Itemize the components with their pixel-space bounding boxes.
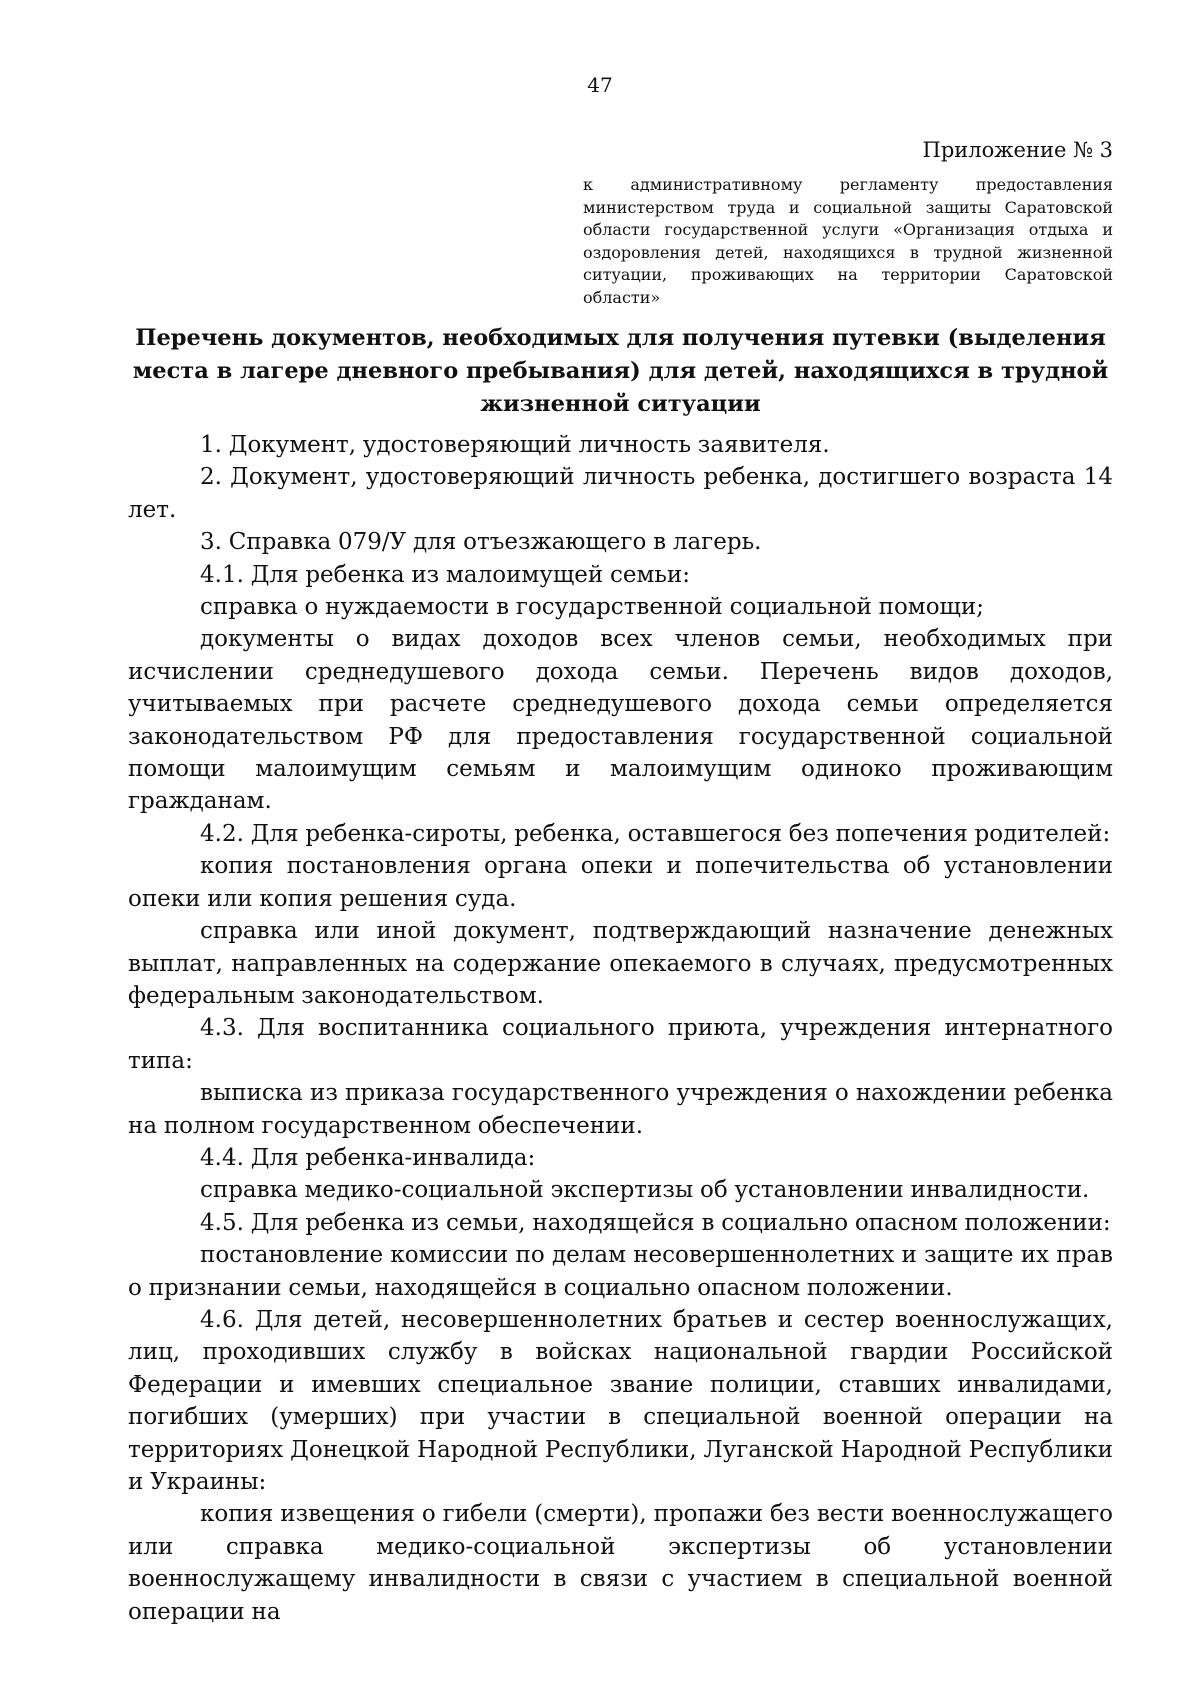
paragraph-4-5-item-1: постановление комиссии по делам несовершеннолетних и защите их прав о признании семьи, находящейся в социально опасном положении. [128,1242,1113,1301]
appendix-title: Приложение № 3 [922,138,1113,162]
paragraph-4-2-item-2: справка или иной документ, подтверждающий назначение денежных выплат, направленных на содержание опекаемого в случаях, предусмотренных федеральным законодательством. [128,918,1113,1009]
paragraph-3: 3. Справка 079/У для отъезжающего в лагерь. [200,529,762,556]
document-body [128,429,1113,1628]
paragraph-4-6-item-1: копия извещения о гибели (смерти), пропажи без вести военнослужащего или справка медико-социальной экспертизы об установлении военнослужащему инвалидности в связи с участием в специальной военной операции на [128,1501,1113,1625]
paragraph-4-1: 4.1. Для ребенка из малоимущей семьи: [200,561,690,588]
paragraph-4-2-item-1: копия постановления органа опеки и попечительства об установлении опеки или копия решения суда. [128,853,1113,912]
paragraph-1: 1. Документ, удостоверяющий личность заявителя. [200,432,830,458]
paragraph-4-4: 4.4. Для ребенка-инвалида: [200,1144,536,1171]
paragraph-4-1-item-1: справка о нуждаемости в государственной социальной помощи; [200,594,985,621]
page-number: 47 [587,73,613,97]
paragraph-4-1-item-2: документы о видах доходов всех членов семьи, необходимых при исчислении среднедушевого дохода семьи. Перечень видов доходов, учитываемых при расчете среднедушевого дохода семьи определяется законодательством РФ для предоставления государственной социальной помощи малоимущим семьям и малоимущим одиноко проживающим гражданам. [128,626,1113,815]
paragraph-4-6: 4.6. Для детей, несовершеннолетних братьев и сестер военнослужащих, лиц, проходивших службу в войсках национальной гвардии Российской Федерации и имевших специальное звание полиции, ставших инвалидами, погибших (умерших) при участии в специальной военной операции на территориях Донецкой Народной Республики, Луганской Народной Республики и Украины: [128,1306,1113,1495]
paragraph-4-4-item-1: справка медико-социальной экспертизы об установлении инвалидности. [200,1177,1090,1204]
paragraph-4-2: 4.2. Для ребенка-сироты, ребенка, оставшегося без попечения родителей: [200,820,1111,847]
paragraph-4-3-item-1: выписка из приказа государственного учреждения о нахождении ребенка на полном государственном обеспечении. [128,1080,1113,1139]
paragraph-4-3: 4.3. Для воспитанника социального приюта, учреждения интернатного типа: [128,1015,1113,1074]
paragraph-4-5: 4.5. Для ребенка из семьи, находящейся в социально опасном положении: [200,1209,1111,1236]
document-title: Перечень документов, необходимых для получения путевки (выделения места в лагере дневного пребывания) для детей, находящихся в трудной жизненной ситуации [132,325,1109,417]
appendix-subtitle: к административному регламенту предоставления министерством труда и социальной защиты Саратовской области государственной услуги «Организация отдыха и оздоровления детей, находящихся в трудной жизненной ситуации, проживающих на территории Саратовской области» [583,175,1113,307]
paragraph-2: 2. Документ, удостоверяющий личность ребенка, достигшего возраста 14 лет. [128,464,1113,523]
